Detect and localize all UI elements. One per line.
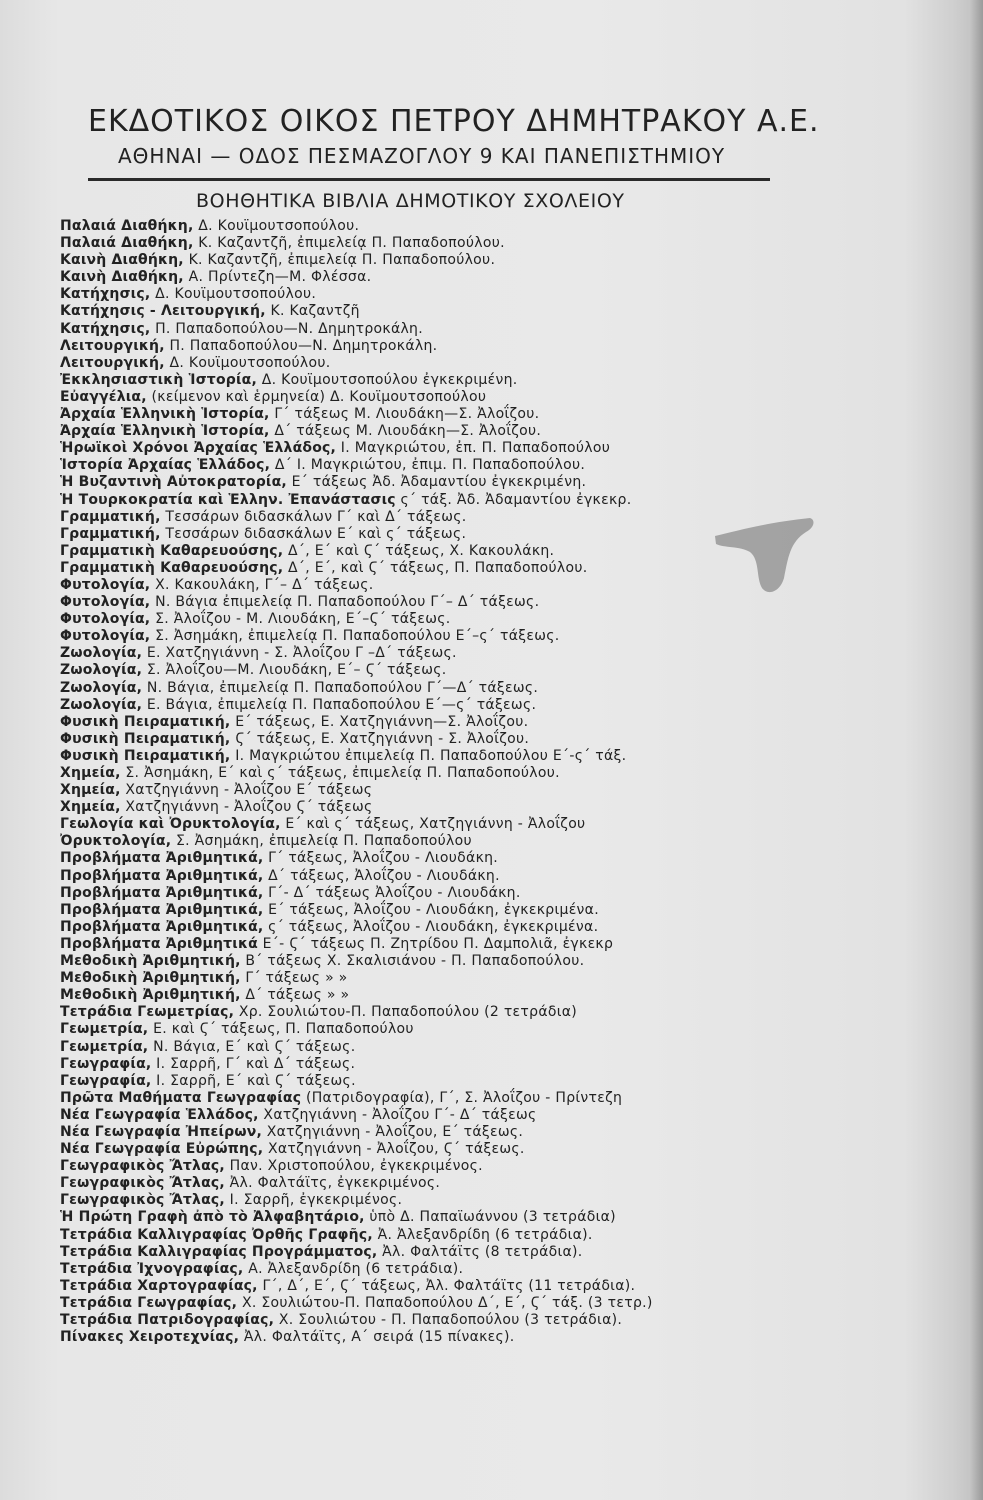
- book-title: Τετράδια Γεωγραφίας,: [60, 1294, 238, 1311]
- book-title: Γεωμετρία,: [60, 1038, 149, 1055]
- book-details: (κείμενον καὶ ἑρμηνεία) Δ. Κουϊμουτσοπούλου: [146, 388, 487, 405]
- list-item: [60, 885, 780, 902]
- list-item: [60, 1295, 780, 1312]
- list-item: [60, 953, 780, 970]
- list-item: [60, 748, 780, 765]
- book-title: Φυσικὴ Πειραματική,: [60, 747, 231, 764]
- list-item: [60, 645, 780, 662]
- book-details: Ι. Σαρρῆ, Γ΄ καὶ Δ΄ τάξεως.: [151, 1055, 356, 1072]
- book-title: Κατήχησις,: [60, 320, 151, 337]
- book-details: Β΄ τάξεως Χ. Σκαλισιάνου - Π. Παπαδοπούλου.: [240, 953, 585, 970]
- list-item: [60, 782, 780, 799]
- book-details: Α. Πρίντεζη—Μ. Φλέσσα.: [183, 269, 372, 286]
- book-title: Γεωμετρία,: [60, 1021, 149, 1038]
- book-details: Ε΄ καὶ ς΄ τάξεως, Χατζηγιάννη - Ἀλοΐζου: [280, 816, 586, 833]
- book-title: Παλαιά Διαθήκη,: [60, 218, 194, 234]
- list-item: [60, 902, 780, 919]
- book-title: Ὀρυκτολογία,: [60, 833, 172, 850]
- book-details: Δ. Κουϊμουτσοπούλου.: [164, 354, 331, 371]
- book-details: ὑπὸ Δ. Παπαϊωάννου (3 τετράδια): [364, 1209, 616, 1226]
- book-details: Παν. Χριστοπούλου, ἐγκεκριμένος.: [224, 1158, 483, 1175]
- book-details: Δ΄ Ι. Μαγκριώτου, ἐπιμ. Π. Παπαδοπούλου.: [270, 457, 586, 474]
- book-title: Γραμματικὴ Καθαρευούσης,: [60, 542, 284, 559]
- book-details: Τεσσάρων διδασκάλων Γ΄ καὶ Δ΄ τάξεως.: [160, 508, 467, 525]
- book-title: Γεωγραφικὸς Ἄτλας,: [60, 1175, 225, 1192]
- list-item: [60, 389, 780, 406]
- list-item: [60, 269, 780, 286]
- book-details: Δ΄ τάξεως Μ. Λιουδάκη—Σ. Ἀλοΐζου.: [269, 423, 542, 440]
- page-edge-shadow: [969, 0, 983, 1500]
- book-title: Προβλήματα Ἀριθμητικά,: [60, 850, 264, 867]
- list-item: [60, 662, 780, 679]
- book-details: Δ΄, Ε΄ καὶ Ϛ΄ τάξεως, Χ. Κακουλάκη.: [283, 542, 555, 559]
- list-item: [60, 1227, 780, 1244]
- list-item: [60, 1073, 780, 1090]
- list-item: [60, 372, 780, 389]
- book-title: Ἱστορία Ἀρχαίας Ἑλλάδος,: [60, 457, 271, 474]
- book-details: Δ. Κουϊμουτσοπούλου.: [193, 218, 360, 234]
- book-details: Ε. καὶ Ϛ΄ τάξεως, Π. Παπαδοπούλου: [148, 1021, 414, 1038]
- list-item: [60, 1056, 780, 1073]
- book-title: Ζωολογία,: [60, 696, 143, 713]
- list-item: [60, 1244, 780, 1261]
- book-title: Τετράδια Γεωμετρίας,: [60, 1004, 235, 1021]
- list-item: [60, 526, 780, 543]
- book-details: Ἀλ. Φαλτάϊτς, Α΄ σειρά (15 πίνακες).: [239, 1329, 515, 1346]
- book-title: Πρῶτα Μαθήματα Γεωγραφίας: [60, 1089, 302, 1106]
- book-details: Δ΄, Ε΄, καὶ Ϛ΄ τάξεως, Π. Παπαδοπούλου.: [283, 559, 588, 576]
- book-details: Ε΄- Ϛ΄ τάξεως Π. Ζητρίδου Π. Δαμπολιᾶ, ἐγκεκρ: [257, 935, 614, 952]
- list-item: [60, 765, 780, 782]
- book-title: Φυτολογία,: [60, 611, 151, 628]
- book-details: Ν. Βάγια, ἐπιμελείᾳ Π. Παπαδοπούλου Γ΄—Δ΄ τάξεως.: [142, 679, 539, 696]
- list-item: [60, 1021, 780, 1038]
- book-title: Λειτουργική,: [60, 337, 165, 354]
- book-title: Ζωολογία,: [60, 679, 143, 696]
- list-item: [60, 1192, 780, 1209]
- book-details: Σ. Ἀλοΐζου - Μ. Λιουδάκη, Ε΄–Ϛ΄ τάξεως.: [150, 611, 451, 628]
- list-item: [60, 936, 780, 953]
- book-details: Σ. Ἀσημάκη, ἐπιμελείᾳ Π. Παπαδοπούλου Ε΄–ς΄ τάξεως.: [150, 628, 560, 645]
- book-details: Δ. Κουϊμουτσοπούλου.: [150, 286, 317, 303]
- book-title: Φυτολογία,: [60, 628, 151, 645]
- book-details: Ἀλ. Φαλτάϊτς, ἐγκεκριμένος.: [224, 1175, 441, 1192]
- book-details: Σ. Ἀσημάκη, Ε΄ καὶ ς΄ τάξεως, ἐπιμελείᾳ Π. Παπαδοπούλου.: [120, 765, 560, 781]
- book-title: Τετράδια Πατριδογραφίας,: [60, 1312, 275, 1328]
- book-details: ς΄ τάξ. Ἀδ. Ἀδαμαντίου ἐγκεκρ.: [395, 491, 632, 508]
- book-title: Γεωγραφικὸς Ἄτλας,: [60, 1158, 225, 1175]
- book-title: Ἀρχαία Ἑλληνικὴ Ἱστορία,: [60, 406, 270, 423]
- book-title: Παλαιά Διαθήκη,: [60, 235, 194, 252]
- book-title: Φυτολογία,: [60, 594, 151, 611]
- book-list: [60, 218, 780, 1346]
- list-item: [60, 560, 780, 577]
- book-title: Τετράδια Χαρτογραφίας,: [60, 1277, 258, 1294]
- book-title: Νέα Γεωγραφία Εὐρώπης,: [60, 1141, 264, 1158]
- list-item: [60, 697, 780, 714]
- book-title: Φυσικὴ Πειραματική,: [60, 730, 231, 747]
- book-details: Δ΄ τάξεως, Ἀλοΐζου - Λιουδάκη.: [263, 867, 500, 884]
- book-title: Μεθοδικὴ Ἀριθμητική,: [60, 953, 241, 970]
- book-details: Χρ. Σουλιώτου-Π. Παπαδοπούλου (2 τετράδια): [234, 1004, 578, 1021]
- book-title: Μεθοδικὴ Ἀριθμητική,: [60, 970, 241, 987]
- list-item: [60, 1312, 780, 1329]
- book-title: Γεωγραφία,: [60, 1072, 152, 1089]
- book-details: Δ. Κουϊμουτσοπούλου ἐγκεκριμένη.: [256, 371, 518, 388]
- list-item: [60, 440, 780, 457]
- book-details: Χατζηγιάννη - Ἀλοΐζου Ϛ΄ τάξεως: [120, 799, 373, 816]
- book-details: Γ΄ τάξεως Μ. Λιουδάκη—Σ. Ἀλοΐζου.: [269, 406, 540, 423]
- list-item: [60, 970, 780, 987]
- book-details: Ἀ. Ἀλεξανδρίδη (6 τετράδια).: [372, 1226, 593, 1243]
- book-title: Προβλήματα Ἀριθμητικά: [60, 935, 258, 952]
- publisher-address: ΑΘΗΝΑΙ — ΟΔΟΣ ΠΕΣΜΑΖΟΓΛΟΥ 9 ΚΑΙ ΠΑΝΕΠΙΣΤΗΜΙΟΥ: [118, 144, 726, 168]
- book-title: Μεθοδικὴ Ἀριθμητική,: [60, 987, 241, 1004]
- list-item: [60, 680, 780, 697]
- book-title: Χημεία,: [60, 782, 121, 799]
- book-details: Χατζηγιάννη - Ἀλοΐζου Ε΄ τάξεως: [120, 782, 373, 799]
- book-title: Φυσικὴ Πειραματική,: [60, 713, 231, 730]
- list-item: [60, 1329, 780, 1346]
- list-item: [60, 321, 780, 338]
- list-item: [60, 850, 780, 867]
- list-item: [60, 1107, 780, 1124]
- list-item: [60, 868, 780, 885]
- list-item: [60, 1175, 780, 1192]
- book-title: Τετράδια Ἰχνογραφίας,: [60, 1260, 244, 1277]
- book-details: Κ. Καζαντζῆ, ἐπιμελείᾳ Π. Παπαδοπούλου.: [183, 252, 496, 269]
- list-item: [60, 816, 780, 833]
- book-details: Ι. Μαγκριώτου, ἐπ. Π. Παπαδοπούλου: [336, 440, 611, 457]
- book-title: Καινὴ Διαθήκη,: [60, 252, 184, 269]
- book-title: Φυτολογία,: [60, 576, 151, 593]
- list-item: [60, 406, 780, 423]
- list-item: [60, 1004, 780, 1021]
- list-item: [60, 492, 780, 509]
- list-item: [60, 594, 780, 611]
- book-title: Προβλήματα Ἀριθμητικά,: [60, 867, 264, 884]
- book-details: Σ. Ἀσημάκη, ἐπιμελείᾳ Π. Παπαδοπούλου: [171, 833, 472, 850]
- book-title: Ἡ Πρώτη Γραφὴ ἀπὸ τὸ Ἀλφαβητάριο,: [60, 1209, 365, 1226]
- list-item: [60, 1209, 780, 1226]
- book-details: Ἀλ. Φαλτάϊτς (8 τετράδια).: [377, 1243, 583, 1260]
- list-item: [60, 355, 780, 372]
- book-details: Ε΄ τάξεως, Ε. Χατζηγιάννη—Σ. Ἀλοΐζου.: [230, 713, 529, 730]
- book-details: Γ΄, Δ΄, Ε΄, Ϛ΄ τάξεως, Ἀλ. Φαλτάϊτς (11 τετράδια).: [257, 1277, 636, 1294]
- book-details: Χ. Σουλιώτου-Π. Παπαδοπούλου Δ΄, Ε΄, Ϛ΄ τάξ. (3 τετρ.): [237, 1294, 653, 1311]
- book-details: Χ. Κακουλάκη, Γ΄– Δ΄ τάξεως.: [150, 576, 374, 593]
- book-details: (Πατριδογραφία), Γ΄, Σ. Ἀλοΐζου - Πρίντεζη: [301, 1089, 623, 1106]
- list-item: [60, 577, 780, 594]
- book-title: Γεωγραφικὸς Ἄτλας,: [60, 1192, 225, 1209]
- book-title: Πίνακες Χειροτεχνίας,: [60, 1329, 240, 1346]
- list-item: [60, 1124, 780, 1141]
- list-item: [60, 1278, 780, 1295]
- list-item: [60, 543, 780, 560]
- book-details: Γ΄ τάξεως, Ἀλοΐζου - Λιουδάκη.: [263, 850, 499, 867]
- book-title: Καινὴ Διαθήκη,: [60, 269, 184, 286]
- list-item: [60, 731, 780, 748]
- list-item: [60, 919, 780, 936]
- book-title: Γραμματική,: [60, 508, 161, 525]
- list-item: [60, 457, 780, 474]
- book-details: Χ. Σουλιώτου - Π. Παπαδοπούλου (3 τετράδια).: [274, 1312, 623, 1328]
- book-title: Χημεία,: [60, 799, 121, 816]
- list-item: [60, 714, 780, 731]
- book-details: Ε. Βάγια, ἐπιμελείᾳ Π. Παπαδοπούλου Ε΄—ς΄ τάξεως.: [142, 696, 537, 713]
- list-item: [60, 1039, 780, 1056]
- book-details: Ν. Βάγια, Ε΄ καὶ Ϛ΄ τάξεως.: [148, 1038, 356, 1055]
- list-item: [60, 423, 780, 440]
- book-details: Ε. Χατζηγιάννη - Σ. Ἀλοΐζου Γ –Δ΄ τάξεως.: [142, 645, 457, 662]
- book-details: Δ΄ τάξεως » »: [240, 987, 350, 1004]
- list-item: [60, 628, 780, 645]
- book-details: Ε΄ τάξεως Ἀδ. Ἀδαμαντίου ἐγκεκριμένη.: [286, 474, 587, 491]
- book-details: Α. Ἀλεξανδρίδη (6 τετράδια).: [243, 1260, 464, 1277]
- book-title: Νέα Γεωγραφία Ἑλλάδος,: [60, 1106, 259, 1123]
- book-title: Εὐαγγέλια,: [60, 388, 147, 405]
- book-details: Γ΄ τάξεως » »: [240, 970, 348, 987]
- book-title: Νέα Γεωγραφία Ἠπείρων,: [60, 1123, 262, 1140]
- list-item: [60, 338, 780, 355]
- book-details: Ν. Βάγια ἐπιμελείᾳ Π. Παπαδοπούλου Γ΄– Δ΄ τάξεως.: [150, 594, 540, 611]
- book-details: Κ. Καζαντζῆ, ἐπιμελείᾳ Π. Παπαδοπούλου.: [193, 235, 505, 252]
- book-title: Κατήχησις,: [60, 286, 151, 303]
- book-title: Ἡ Τουρκοκρατία καὶ Ἑλλην. Ἐπανάστασις: [60, 491, 396, 508]
- book-title: Ἀρχαία Ἑλληνικὴ Ἱστορία,: [60, 423, 270, 440]
- book-title: Ζωολογία,: [60, 662, 143, 679]
- section-title: ΒΟΗΘΗΤΙΚΑ ΒΙΒΛΙΑ ΔΗΜΟΤΙΚΟΥ ΣΧΟΛΕΙΟΥ: [196, 190, 625, 212]
- ink-stain-mark: [710, 508, 820, 598]
- book-title: Τετράδια Καλλιγραφίας Προγράμματος,: [60, 1243, 378, 1260]
- book-title: Προβλήματα Ἀριθμητικά,: [60, 884, 264, 901]
- list-item: [60, 252, 780, 269]
- book-title: Γραμματικὴ Καθαρευούσης,: [60, 559, 284, 576]
- book-title: Κατήχησις - Λειτουργική,: [60, 303, 266, 320]
- book-details: Π. Παπαδοπούλου—Ν. Δημητροκάλη.: [164, 337, 438, 354]
- book-details: Γ΄- Δ΄ τάξεως Ἀλοΐζου - Λιουδάκη.: [263, 884, 521, 901]
- book-details: Τεσσάρων διδασκάλων Ε΄ καὶ ς΄ τάξεως.: [160, 525, 467, 542]
- book-title: Χημεία,: [60, 765, 121, 781]
- book-details: Σ. Ἀλοΐζου—Μ. Λιουδάκη, Ε΄– Ϛ΄ τάξεως.: [142, 662, 447, 679]
- book-details: Ι. Σαρρῆ, ἐγκεκριμένος.: [224, 1192, 403, 1209]
- book-title: Ἐκκλησιαστικὴ Ἱστορία,: [60, 371, 257, 388]
- list-item: [60, 303, 780, 320]
- book-details: Ι. Σαρρῆ, Ε΄ καὶ Ϛ΄ τάξεως.: [151, 1072, 356, 1089]
- book-details: Ϛ΄ τάξεως, Ε. Χατζηγιάννη - Σ. Ἀλοΐζου.: [230, 730, 530, 747]
- list-item: [60, 286, 780, 303]
- book-details: Χατζηγιάννη - Ἀλοΐζου Γ΄- Δ΄ τάξεως: [258, 1106, 537, 1123]
- publisher-name: ΕΚΔΟΤΙΚΟΣ ΟΙΚΟΣ ΠΕΤΡΟΥ ΔΗΜΗΤΡΑΚΟΥ Α.Ε.: [88, 104, 820, 139]
- book-title: Προβλήματα Ἀριθμητικά,: [60, 918, 264, 935]
- book-title: Τετράδια Καλλιγραφίας Ὀρθῆς Γραφῆς,: [60, 1226, 373, 1243]
- book-title: Ἡρωϊκοὶ Χρόνοι Ἀρχαίας Ἑλλάδος,: [60, 440, 337, 457]
- book-title: Λειτουργική,: [60, 354, 165, 371]
- book-details: Χατζηγιάννη - Ἀλοΐζου, Ϛ΄ τάξεως.: [263, 1141, 525, 1158]
- book-title: Ζωολογία,: [60, 645, 143, 662]
- book-details: ς΄ τάξεως, Ἀλοΐζου - Λιουδάκη, ἐγκεκριμένα.: [263, 918, 599, 935]
- book-title: Γεωλογία καὶ Ὀρυκτολογία,: [60, 816, 281, 833]
- book-title: Ἡ Βυζαντινὴ Αὐτοκρατορία,: [60, 474, 287, 491]
- list-item: [60, 218, 780, 235]
- book-details: Ι. Μαγκριώτου ἐπιμελείᾳ Π. Παπαδοπούλου Ε΄-ς΄ τάξ.: [230, 747, 627, 764]
- header-divider: [88, 178, 770, 181]
- book-details: Π. Παπαδοπούλου—Ν. Δημητροκάλη.: [150, 320, 423, 337]
- list-item: [60, 1261, 780, 1278]
- list-item: [60, 611, 780, 628]
- list-item: [60, 833, 780, 850]
- book-details: Ε΄ τάξεως, Ἀλοΐζου - Λιουδάκη, ἐγκεκριμένα.: [263, 901, 599, 918]
- list-item: [60, 1090, 780, 1107]
- list-item: [60, 1141, 780, 1158]
- list-item: [60, 987, 780, 1004]
- book-title: Γεωγραφία,: [60, 1055, 152, 1072]
- book-title: Προβλήματα Ἀριθμητικά,: [60, 901, 264, 918]
- list-item: [60, 509, 780, 526]
- list-item: [60, 1158, 780, 1175]
- list-item: [60, 235, 780, 252]
- list-item: [60, 474, 780, 491]
- book-details: Χατζηγιάννη - Ἀλοΐζου, Ε΄ τάξεως.: [261, 1123, 524, 1140]
- list-item: [60, 799, 780, 816]
- book-details: Κ. Καζαντζῆ: [265, 303, 360, 320]
- book-title: Γραμματική,: [60, 525, 161, 542]
